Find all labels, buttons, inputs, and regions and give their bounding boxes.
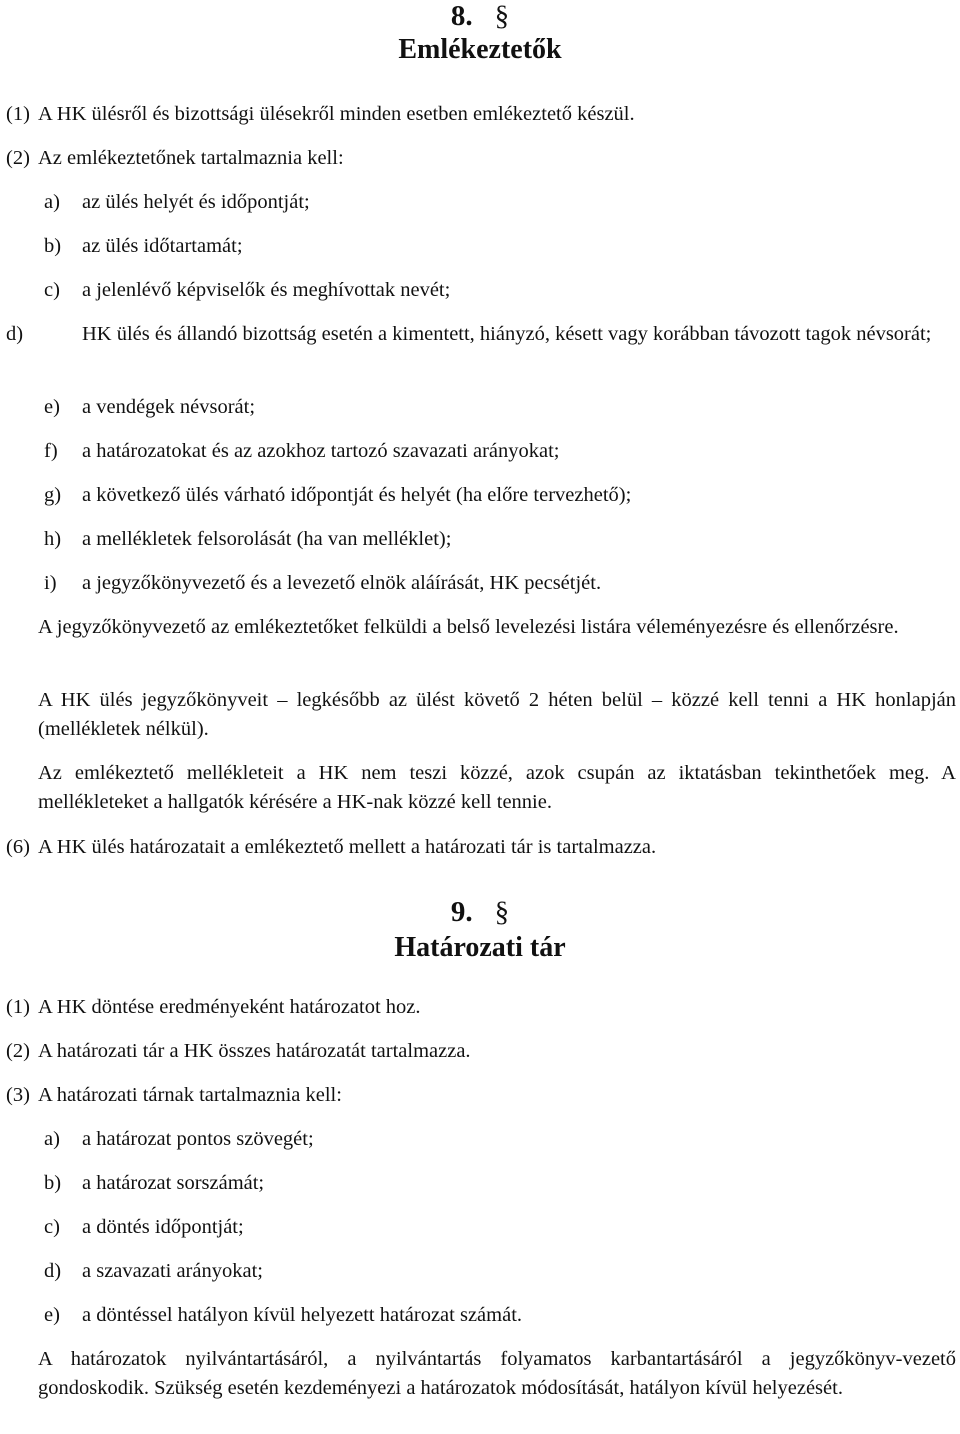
list-item-text: a következő ülés várható időpontját és helyét (ha előre tervezhető); [82,484,632,506]
list-item-text: a határozat sorszámát; [82,1172,265,1194]
list-item-letter: i) [44,572,57,594]
paragraph-text: A HK ülésről és bizottsági ülésekről minden esetben emlékeztető készül. [38,103,635,125]
list-item [44,1257,956,1286]
list-item-text: a határozatokat és az azokhoz tartozó szavazati arányokat; [82,440,560,462]
list-item [44,1213,956,1242]
paragraph-text: Az emlékeztetőnek tartalmaznia kell: [38,147,344,169]
section-8-paragraph-4 [6,686,956,744]
section-number: 8. [450,0,473,32]
paragraph-text: A határozati tárnak tartalmaznia kell: [38,1084,342,1106]
list-item-letter: c) [44,1216,60,1238]
list-item-letter: e) [44,1304,60,1326]
paragraph-text: A HK döntése eredményeként határozatot hoz. [38,996,421,1018]
section-8-heading-number [0,2,960,31]
list-item [44,437,956,466]
list-item-letter: a) [44,1128,60,1150]
list-item-letter: h) [44,528,62,550]
section-9-paragraph-4 [6,1345,956,1403]
list-item-text: a jegyzőkönyvezető és a levezető elnök aláírását, HK pecsétjét. [82,572,602,594]
paragraph-number: (2) [6,147,30,169]
list-item-letter: d) [6,323,24,345]
list-item-letter: a) [44,191,60,213]
list-item [44,188,956,217]
paragraph-number: (2) [6,1040,30,1062]
paragraph-number: (6) [6,836,30,858]
paragraph-number [6,613,38,642]
section-8-paragraph-5 [6,759,956,817]
list-item-letter: f) [44,440,58,462]
list-item-text: a határozat pontos szövegét; [82,1128,314,1150]
section-9-paragraph-3 [6,1081,956,1110]
list-item [44,569,956,598]
list-item [6,320,956,349]
section-sign: § [494,896,510,928]
paragraph-number [6,686,38,715]
paragraph-text: A határozatok nyilvántartásáról, a nyilvántartás folyamatos karbantartásáról a jegyzőkönyv-vezető gondoskodik. Szükség esetén kezdeményezi a határozatok módosítását, hatályon kívül helyezését. [38,1348,956,1399]
paragraph-number: (1) [6,103,30,125]
paragraph-number [6,759,38,788]
list-item [44,525,956,554]
list-item-letter: b) [44,1172,62,1194]
section-9-paragraph-1 [6,993,956,1022]
section-8-paragraph-1 [6,100,956,129]
section-8-paragraph-2 [6,144,956,173]
section-9-heading-number [0,898,960,927]
list-item [44,1169,956,1198]
paragraph-number [6,1345,38,1374]
list-item-text: a mellékletek felsorolását (ha van melléklet); [82,528,452,550]
section-sign: § [494,0,510,32]
paragraph-number: (3) [6,1084,30,1106]
list-item-text: HK ülés és állandó bizottság esetén a kimentett, hiányzó, késett vagy korábban távozott tagok névsorát; [82,323,932,345]
section-8-paragraph-3 [6,613,956,642]
list-item [44,232,956,261]
paragraph-text: A HK ülés jegyzőkönyveit – legkésőbb az ülést követő 2 héten belül – közzé kell tenni a HK honlapján (mellékletek nélkül). [38,689,956,740]
section-9-title: Határozati tár [394,932,566,963]
list-item [44,393,956,422]
list-item [44,1125,956,1154]
list-item-letter: b) [44,235,62,257]
list-item-text: a vendégek névsorát; [82,396,256,418]
paragraph-text: A határozati tár a HK összes határozatát tartalmazza. [38,1040,471,1062]
list-item-letter: d) [44,1260,62,1282]
paragraph-text: Az emlékeztető mellékleteit a HK nem teszi közzé, azok csupán az iktatásban tekinthetőek meg. A mellékleteket a hallgatók kérésére a HK-nak közzé kell tennie. [38,762,956,813]
list-item-text: a döntés időpontját; [82,1216,244,1238]
list-item-letter: c) [44,279,60,301]
list-item-text: az ülés időtartamát; [82,235,243,257]
section-9-paragraph-2 [6,1037,956,1066]
section-number: 9. [450,896,473,928]
list-item-text: a jelenlévő képviselők és meghívottak nevét; [82,279,451,301]
list-item [44,481,956,510]
list-item-text: a szavazati arányokat; [82,1260,263,1282]
list-item-text: a döntéssel hatályon kívül helyezett határozat számát. [82,1304,523,1326]
paragraph-text: A jegyzőkönyvezető az emlékeztetőket felküldi a belső levelezési listára véleményezésre és ellenőrzésre. [38,616,899,638]
section-8-paragraph-6 [6,833,956,862]
list-item-letter: g) [44,484,62,506]
list-item-letter: e) [44,396,60,418]
paragraph-number: (1) [6,996,30,1018]
list-item [44,276,956,305]
paragraph-text: A HK ülés határozatait a emlékeztető mellett a határozati tár is tartalmazza. [38,836,657,858]
list-item [44,1301,956,1330]
list-item-text: az ülés helyét és időpontját; [82,191,310,213]
section-8-title: Emlékeztetők [398,34,562,65]
